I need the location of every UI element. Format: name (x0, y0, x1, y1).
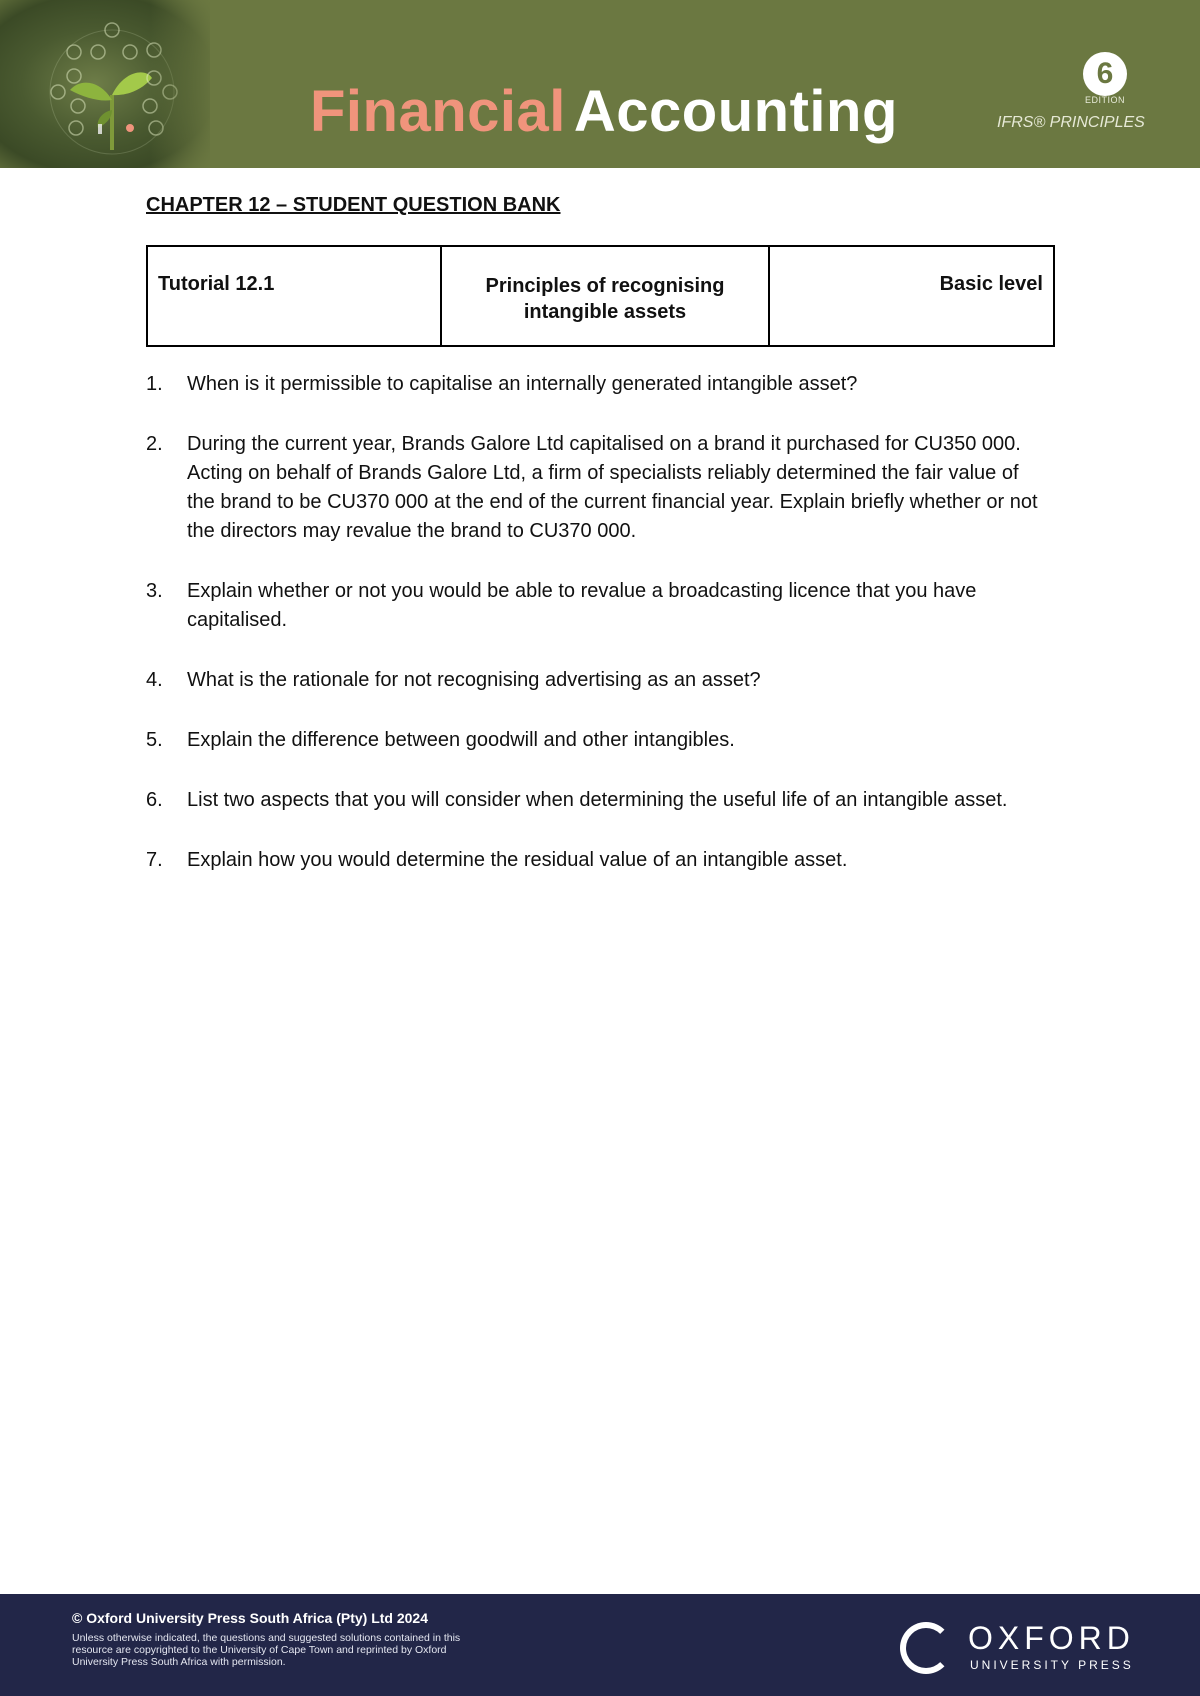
list-item (146, 370, 1046, 399)
chapter-heading: CHAPTER 12 – STUDENT QUESTION BANK (146, 194, 561, 216)
book-title-part1: Financial (310, 79, 566, 144)
oxford-logo-icon (900, 1622, 952, 1674)
list-item (146, 786, 1046, 815)
list-item (146, 666, 1046, 695)
question-number: 5. (146, 729, 163, 751)
tutorial-topic: Principles of recognising intangible assets (441, 246, 769, 346)
question-number: 6. (146, 789, 163, 811)
tutorial-id: Tutorial 12.1 (147, 246, 441, 346)
question-text: When is it permissible to capitalise an internally generated intangible asset? (187, 373, 858, 395)
question-text: Explain how you would determine the residual value of an intangible asset. (187, 849, 848, 871)
question-number: 3. (146, 580, 163, 602)
question-number: 2. (146, 433, 163, 455)
question-number: 1. (146, 373, 163, 395)
permission-note: Unless otherwise indicated, the questions and suggested solutions contained in this resource are copyrighted to the University of Cape Town and reprinted by Oxford University Press South Africa with permission. (72, 1632, 461, 1668)
tutorial-level: Basic level (769, 246, 1054, 346)
publisher-name: OXFORD (968, 1620, 1135, 1656)
copyright-notice: © Oxford University Press South Africa (Pty) Ltd 2024 (72, 1610, 429, 1626)
question-list (146, 370, 1046, 906)
tutorial-table (146, 245, 1055, 347)
book-subtitle: IFRS® PRINCIPLES (997, 114, 1145, 131)
edition-label: EDITION (1085, 95, 1126, 105)
list-item (146, 430, 1046, 546)
list-item (146, 846, 1046, 875)
question-text: List two aspects that you will consider when determining the useful life of an intangible asset. (187, 789, 1008, 811)
list-item (146, 726, 1046, 755)
table-row (147, 246, 1054, 346)
book-title-part2: Accounting (573, 79, 898, 144)
question-text: Explain the difference between goodwill and other intangibles. (187, 729, 735, 751)
question-text: What is the rationale for not recognising advertising as an asset? (187, 669, 761, 691)
question-text: During the current year, Brands Galore Ltd capitalised on a brand it purchased for CU350 000. Acting on behalf of Brands Galore Ltd, a firm of specialists reliably determined the fair value of the brand to be CU370 000 at the end of the current financial year. Explain briefly whether or not the directors may revalue the brand to CU370 000. (187, 433, 1038, 542)
edition-badge: 6 (1083, 52, 1127, 96)
book-title (310, 78, 898, 145)
header-banner (0, 0, 1200, 168)
question-text: Explain whether or not you would be able to revalue a broadcasting licence that you have capitalised. (187, 580, 977, 631)
question-number: 7. (146, 849, 163, 871)
question-number: 4. (146, 669, 163, 691)
footer (0, 1594, 1200, 1696)
publisher-subtitle: UNIVERSITY PRESS (970, 1658, 1134, 1672)
list-item (146, 577, 1046, 635)
